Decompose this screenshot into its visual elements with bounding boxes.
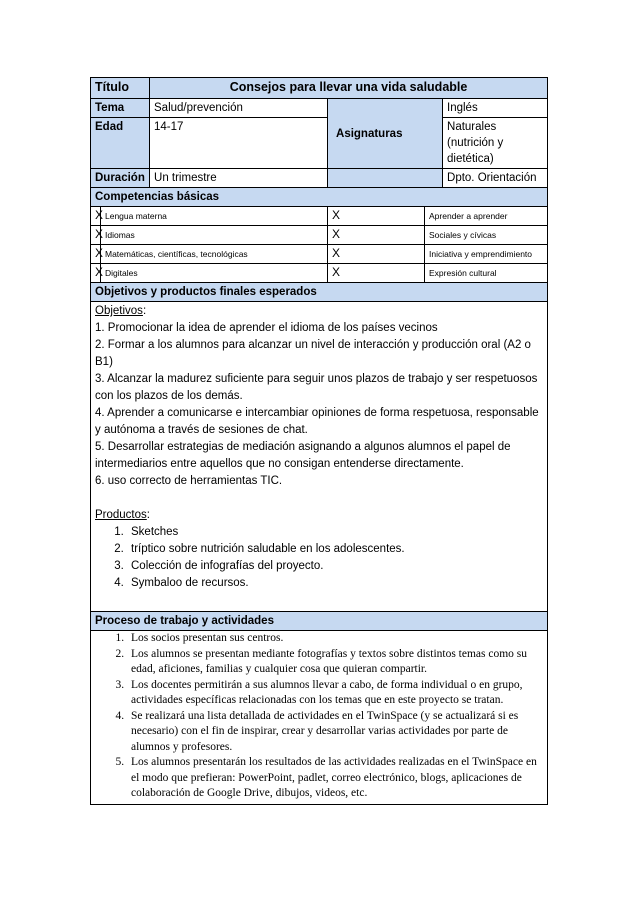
competencia-left: Matemáticas, científicas, tecnológicas (101, 245, 328, 264)
check-mark: X (91, 264, 101, 283)
proceso-item: 4. Se realizará una lista detallada de actividades en el TwinSpace (y se actualizará si es necesario) con el fin de inspirar, crear y desarrollar varias actividades por parte de alumnos y profesores. (127, 709, 541, 756)
check-mark: X (91, 207, 101, 226)
spacer (95, 490, 543, 507)
check-mark: X (91, 226, 101, 245)
duracion-label: Duración (91, 169, 150, 188)
proceso-item: 1. Los socios presentan sus centros. (127, 631, 541, 647)
proceso-list (95, 631, 541, 802)
proceso-item: 5. Los alumnos presentarán los resultados de las actividades realizadas en el TwinSpace en el modo que prefieran: PowerPoint, padlet, correo electrónico, blogs, aplicaciones de colaboración de Google Drive, dibujos, videos, etc. (127, 755, 541, 802)
objetivos-heading: Objetivos y productos finales esperados (91, 283, 548, 302)
tema-value: Salud/prevención (150, 99, 328, 118)
objetivos-content (91, 302, 548, 612)
competencias-heading-row (91, 188, 548, 207)
asignatura-2: Naturales (nutrición y dietética) (443, 118, 548, 169)
check-mark: X (328, 207, 425, 226)
check-mark: X (91, 245, 101, 264)
objetivo-item: 1. Promocionar la idea de aprender el idioma de los países vecinos (95, 322, 438, 334)
objetivo-item: 6. uso correcto de herramientas TIC. (95, 475, 283, 487)
duracion-value: Un trimestre (150, 169, 328, 188)
objetivo-item: 5. Desarrollar estrategias de mediación asignando a algunos alumnos el papel de intermediarios entre aquellos que no consigan entenderse directamente. (95, 441, 511, 470)
title-row (91, 78, 548, 99)
dpto-value: Dpto. Orientación (443, 169, 548, 188)
productos-label: Productos (95, 509, 147, 521)
objetivo-item: 4. Aprender a comunicarse e intercambiar opiniones de forma respetuosa, responsable y autónoma a través de sesiones de chat. (95, 407, 539, 436)
asignaturas-label: Asignaturas (328, 99, 443, 169)
proceso-row (91, 631, 548, 805)
productos-list (95, 524, 543, 592)
competencia-right: Expresión cultural (425, 264, 548, 283)
proceso-item: 3. Los docentes permitirán a sus alumnos llevar a cabo, de forma individual o en grupo, actividades específicas relacionadas con los temas que en este proyecto se tratan. (127, 678, 541, 709)
proceso-content (91, 631, 548, 805)
project-table (90, 77, 548, 805)
objetivos-colon: : (142, 305, 147, 317)
competencia-row (91, 207, 548, 226)
check-mark: X (328, 264, 425, 283)
objetivos-row (91, 302, 548, 612)
competencia-right: Aprender a aprender (425, 207, 548, 226)
producto-item: 1. Sketches (127, 524, 543, 541)
edad-value: 14-17 (150, 118, 328, 169)
competencias-heading: Competencias básicas (91, 188, 548, 207)
proceso-heading-row (91, 612, 548, 631)
objetivo-item: 3. Alcanzar la madurez suficiente para seguir unos plazos de trabajo y ser respetuosos con los plazos de los demás. (95, 373, 538, 402)
competencia-row (91, 264, 548, 283)
page-title: Consejos para llevar una vida saludable (150, 78, 548, 99)
competencia-left: Lengua materna (101, 207, 328, 226)
check-mark: X (328, 245, 425, 264)
producto-item: 3. Colección de infografías del proyecto. (127, 558, 543, 575)
producto-item: 4. Symbaloo de recursos. (127, 575, 543, 592)
tema-row (91, 99, 548, 118)
title-label: Título (91, 78, 150, 99)
productos-label-line (95, 507, 543, 524)
objetivo-item: 2. Formar a los alumnos para alcanzar un nivel de interacción y producción oral (A2 o B1) (95, 339, 531, 368)
tema-label: Tema (91, 99, 150, 118)
competencia-row (91, 245, 548, 264)
edad-row (91, 118, 548, 169)
productos-colon: : (146, 509, 150, 521)
proceso-heading: Proceso de trabajo y actividades (91, 612, 548, 631)
objetivos-heading-row (91, 283, 548, 302)
objetivos-label-line (95, 303, 543, 320)
edad-label: Edad (91, 118, 150, 169)
competencia-left: Digitales (101, 264, 328, 283)
producto-item: 2. tríptico sobre nutrición saludable en los adolescentes. (127, 541, 543, 558)
proceso-item: 2. Los alumnos se presentan mediante fotografías y textos sobre distintos temas como su edad, aficiones, familias y cualquier cosa que quieran compartir. (127, 647, 541, 678)
objetivos-label: Objetivos (95, 305, 143, 317)
competencia-row (91, 226, 548, 245)
duracion-row (91, 169, 548, 188)
competencia-left: Idiomas (101, 226, 328, 245)
duracion-blank (328, 169, 443, 188)
competencia-right: Iniciativa y emprendimiento (425, 245, 548, 264)
asignatura-1: Inglés (443, 99, 548, 118)
competencia-right: Sociales y cívicas (425, 226, 548, 245)
check-mark: X (328, 226, 425, 245)
